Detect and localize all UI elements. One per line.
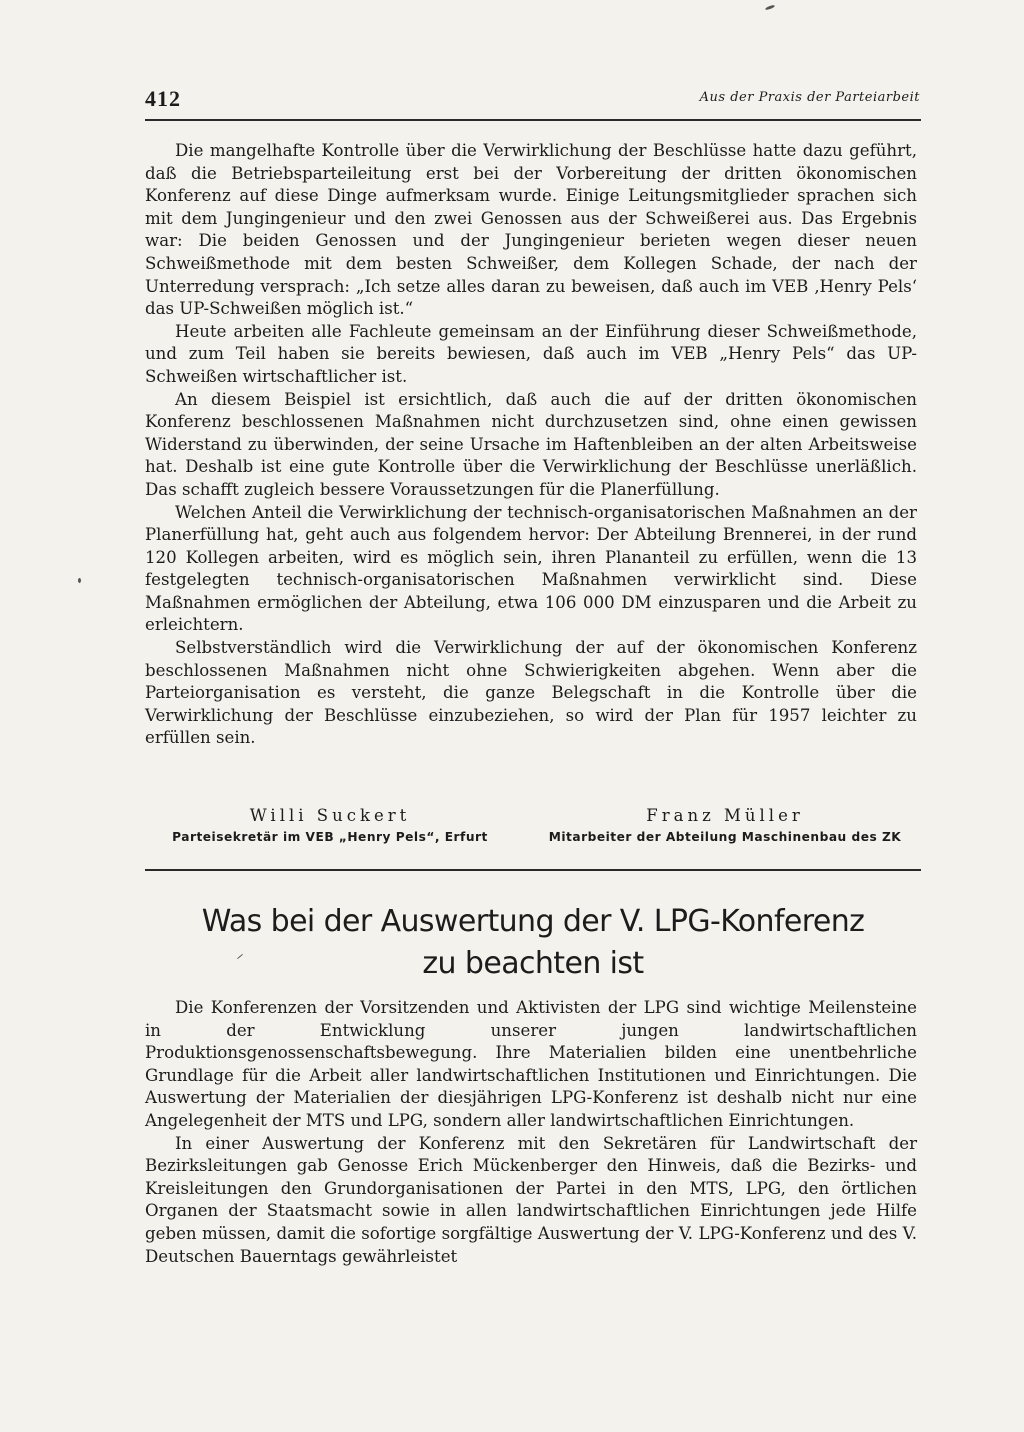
author-role: Mitarbeiter der Abteilung Maschinenbau des ZK	[548, 830, 902, 844]
print-speck	[765, 4, 775, 10]
paragraph: An diesem Beispiel ist ersichtlich, daß auch die auf der dritten ökonomischen Konferenz beschlossenen Maßnahmen nicht durchzusetzen sind, ohne einen gewissen Widerstand zu überwinden, der seine Ursache im Haftenbleiben an der alten Arbeitsweise hat. Deshalb ist eine gute Kontrolle über die Verwirklichung der Beschlüsse unerläßlich. Das schafft zugleich bessere Voraussetzungen für die Planerfüllung.	[145, 389, 917, 499]
article-2-title-line-1: Was bei der Auswertung der V. LPG-Konferenz	[201, 904, 865, 939]
author-role: Parteisekretär im VEB „Henry Pels“, Erfurt	[172, 830, 488, 844]
print-speck	[78, 578, 81, 583]
paragraph: Die Konferenzen der Vorsitzenden und Aktivisten der LPG sind wichtige Meilensteine in der Entwicklung unserer jungen landwirtschaftlichen Produktionsgenossenschaftsbewegung. Ihre Materialien bilden eine unentbehrliche Grundlage für die Arbeit aller landwirtschaftlichen Institutionen und Einrichtungen. Die Auswertung der Materialien der diesjährigen LPG-Konferenz ist deshalb nicht nur eine Angelegenheit der MTS und LPG, sondern aller landwirtschaftlichen Einrichtungen.	[145, 998, 917, 1130]
paragraph: Die mangelhafte Kontrolle über die Verwirklichung der Beschlüsse hatte dazu geführt, daß die Betriebsparteileitung erst bei der Vorbereitung der dritten ökonomischen Konferenz auf diese Dinge aufmerksam wurde. Einige Leitungsmitglieder sprachen sich mit dem Jungingenieur und den zwei Genossen aus der Schweißerei aus. Das Ergebnis war: Die beiden Genossen und der Jungingenieur berieten wegen dieser neuen Schweißmethode mit dem besten Schweißer, dem Kollegen Schade, der nach der Unterredung versprach: „Ich setze alles daran zu beweisen, daß auch im VEB ‚Henry Pels‘ das UP-Schweißen möglich ist.“	[145, 141, 917, 319]
running-title: Aus der Praxis der Parteiarbeit	[699, 90, 920, 105]
paragraph: In einer Auswertung der Konferenz mit den Sekretären für Landwirtschaft der Bezirksleitungen gab Genosse Erich Mückenberger den Hinweis, daß die Bezirks- und Kreisleitungen den Grundorganisationen der Partei in den MTS, LPG, den örtlichen Organen der Staatsmacht sowie in allen landwirtschaftlichen Einrichtungen jede Hilfe geben müssen, damit die sofortige sorgfältige Auswertung der V. LPG-Konferenz und des V. Deutschen Bauerntags gewährleistet	[145, 1133, 917, 1266]
article-1-body	[145, 140, 917, 750]
paragraph: Selbstverständlich wird die Verwirklichung der auf der ökonomischen Konferenz beschlossenen Maßnahmen nicht ohne Schwierigkeiten abgehen. Wenn aber die Parteiorganisation es versteht, die ganze Belegschaft in die Kontrolle über die Verwirklichung der Beschlüsse einzubeziehen, so wird der Plan für 1957 leichter zu erfüllen sein.	[145, 638, 917, 748]
signature-left	[145, 806, 515, 844]
signature-right	[530, 806, 920, 844]
section-divider	[145, 869, 921, 871]
author-name: Willi Suckert	[249, 806, 411, 825]
author-name: Franz Müller	[646, 806, 804, 825]
paragraph: Welchen Anteil die Verwirklichung der technisch-organisatorischen Maßnahmen an der Planerfüllung hat, geht auch aus folgendem hervor: Der Abteilung Brennerei, in der rund 120 Kollegen arbeiten, wird es möglich sein, ihren Plananteil zu erfüllen, wenn die 13 festgelegten technisch-organisatorischen Maßnahmen verwirklicht sind. Diese Maßnahmen ermöglichen der Abteilung, etwa 106 000 DM einzusparen und die Arbeit zu erleichtern.	[145, 502, 917, 635]
article-2-body	[145, 997, 917, 1268]
paragraph: Heute arbeiten alle Fachleute gemeinsam an der Einführung dieser Schweißmethode, und zum Teil haben sie bereits bewiesen, daß auch im VEB „Henry Pels“ das UP-Schweißen wirtschaftlicher ist.	[145, 321, 917, 386]
page-header	[145, 86, 920, 112]
page-number: 412	[145, 86, 181, 111]
article-2-title-line-2: zu beachten ist	[422, 946, 644, 981]
header-rule	[145, 119, 921, 121]
